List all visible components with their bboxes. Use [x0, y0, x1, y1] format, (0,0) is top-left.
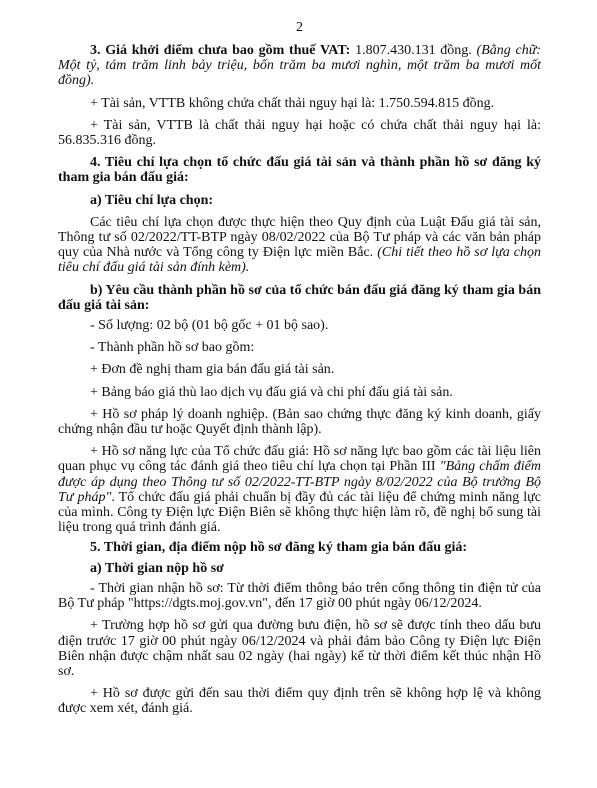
late-submission-rule: + Hồ sơ được gửi đến sau thời điểm quy định trên sẽ không hợp lệ và không được xem xét, đánh giá.: [58, 686, 541, 717]
section-3-heading: 3. Giá khởi điểm chưa bao gồm thuế VAT:: [90, 43, 351, 58]
capacity-dossier-scoring-reference: "Bảng chấm điểm được áp dụng theo Thông tư số 02/2022-TT-BTP ngày 8/02/2022 của Bộ trưởng Bộ Tư pháp": [58, 459, 541, 505]
selection-criteria-note: (Chi tiết theo hồ sơ lựa chọn tiêu chí đấu giá tài sản đính kèm).: [58, 245, 541, 276]
section-4a-heading: a) Tiêu chí lựa chọn:: [90, 192, 214, 208]
selection-criteria-text: Các tiêu chí lựa chọn được thực hiện theo Quy định của Luật Đấu giá tài sản, Thông tư số 02/2022/TT-BTP ngày 08/02/2022 của Bộ Tư pháp và các văn bản pháp quy của Nhà nước và Tổng công ty Điện lực miền Bắc.: [58, 214, 541, 261]
section-5a-heading: a) Thời gian nộp hồ sơ: [90, 560, 224, 576]
section-4-heading: 4. Tiêu chí lựa chọn tổ chức đấu giá tài sản và thành phần hồ sơ đăng ký tham gia bán đấu giá:: [58, 155, 541, 186]
component-legal-dossier: + Hồ sơ pháp lý doanh nghiệp. (Bản sao chứng thực đăng ký kinh doanh, giấy chứng nhận đầu tư hoặc Quyết định thành lập).: [58, 406, 541, 438]
starting-price-in-words: (Bằng chữ: Một tỷ, tám trăm linh bảy triệu, bốn trăm ba mươi nghìn, một trăm ba mươi mốt đồng).: [58, 43, 542, 89]
non-hazardous-assets-value: + Tài sản, VTTB không chứa chất thải nguy hại là: 1.750.594.815 đồng.: [90, 95, 495, 111]
section-4b-heading: b) Yêu cầu thành phần hồ sơ của tổ chức bán đấu giá đăng ký tham gia bán đấu giá tài sản:: [58, 282, 541, 313]
component-price-quote: + Bảng báo giá thù lao dịch vụ đấu giá và chi phí đấu giá tài sản.: [90, 384, 453, 400]
postal-submission-rule: + Trường hợp hồ sơ gửi qua đường bưu điện, hồ sơ sẽ được tính theo dấu bưu điện trước 17 giờ 00 phút ngày 06/12/2024 và phải đảm bảo Công ty Điện lực Điện Biên nhận được chậm nhất sau 02 ngày (hai ngày) kể từ thời điểm kết thúc nhận Hồ sơ.: [58, 618, 541, 679]
selection-criteria-paragraph: [58, 215, 541, 276]
capacity-dossier-text-start: + Hồ sơ năng lực của Tổ chức đấu giá: Hồ sơ năng lực bao gồm các tài liệu liên quan phục vụ công tác đánh giá theo tiêu chí lựa chọn tại Phần III: [58, 444, 541, 475]
starting-price-paragraph: [58, 43, 541, 89]
component-capacity-dossier: [58, 444, 541, 535]
dossier-quantity: - Số lượng: 02 bộ (01 bộ gốc + 01 bộ sao).: [90, 318, 329, 334]
dossier-components-intro: - Thành phần hồ sơ bao gồm:: [90, 340, 255, 356]
capacity-dossier-text-end: . Tổ chức đấu giá phải chuẩn bị đầy đủ các tài liệu để chứng minh năng lực của mình. Công ty Điện lực Điện Biên sẽ không thực hiện làm rõ, đề nghị bổ sung tài liệu trong quá trình đánh giá.: [58, 489, 541, 536]
page-number: 2: [296, 20, 303, 35]
hazardous-assets-value: + Tài sản, VTTB là chất thải nguy hại hoặc có chứa chất thải nguy hại là: 56.835.316 đồng.: [58, 117, 541, 149]
section-5-heading: 5. Thời gian, địa điểm nộp hồ sơ đăng ký tham gia bán đấu giá:: [90, 540, 468, 556]
component-application-form: + Đơn đề nghị tham gia bán đấu giá tài sản.: [90, 362, 335, 378]
starting-price-amount: 1.807.430.131 đồng.: [350, 43, 472, 58]
submission-period: - Thời gian nhận hồ sơ: Từ thời điểm thông báo trên cổng thông tin điện tử của Bộ Tư pháp "https://dgts.moj.gov.vn", đến 17 giờ 00 phút ngày 06/12/2024.: [58, 580, 541, 612]
